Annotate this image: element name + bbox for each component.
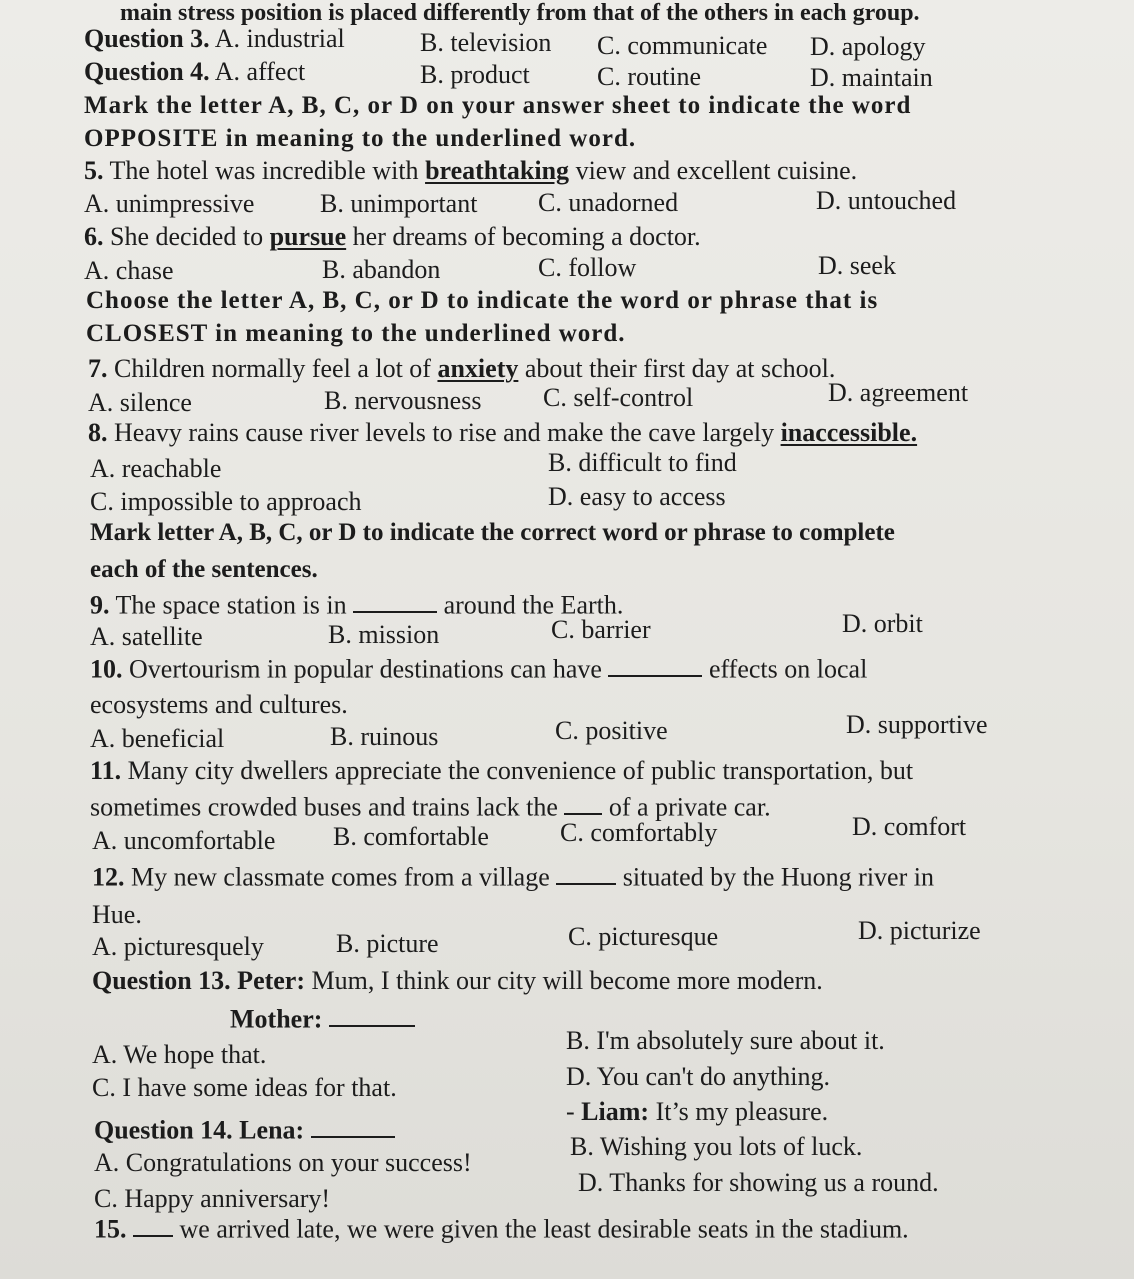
answer-blank [608, 652, 702, 677]
q12-option-d: D. picturize [858, 916, 981, 945]
question-10: 10. Overtourism in popular destinations can have effects on local [90, 652, 867, 684]
question-5: 5. The hotel was incredible with breathtaking view and excellent cuisine. [84, 156, 858, 185]
underlined-word: breathtaking [425, 156, 570, 185]
question-13: Question 13. Peter: Mum, I think our city will become more modern. [92, 966, 823, 995]
q8-option-c: C. impossible to approach [90, 487, 362, 516]
q11-option-a: A. uncomfortable [92, 826, 276, 855]
question-14-liam: - Liam: It’s my pleasure. [566, 1097, 829, 1126]
question-11-line2: sometimes crowded buses and trains lack the of a private car. [90, 790, 771, 822]
instruction-closest-line2: CLOSEST in meaning to the underlined word. [86, 320, 626, 347]
q6-option-d: D. seek [818, 251, 896, 280]
instruction-closest-line1: Choose the letter A, B, C, or D to indicate the word or phrase that is [86, 287, 879, 314]
q13-option-d: D. You can't do anything. [566, 1062, 830, 1091]
question-6: 6. She decided to pursue her dreams of becoming a doctor. [84, 222, 701, 251]
q7-option-d: D. agreement [828, 378, 969, 407]
question-8: 8. Heavy rains cause river levels to rise and make the cave largely inaccessible. [88, 418, 918, 447]
q10-option-a: A. beneficial [90, 724, 225, 753]
underlined-word: pursue [269, 222, 347, 251]
answer-blank [311, 1113, 395, 1138]
q6-option-b: B. abandon [322, 255, 441, 284]
q4-option-b: B. product [420, 60, 530, 89]
question-12-line2: Hue. [92, 900, 142, 929]
q9-option-d: D. orbit [842, 609, 923, 638]
q5-option-d: D. untouched [816, 186, 957, 215]
q7-option-a: A. silence [88, 388, 192, 417]
q14-option-d: D. Thanks for showing us a round. [578, 1168, 939, 1197]
instruction-complete-line2: each of the sentences. [90, 556, 318, 583]
question-15: 15. we arrived late, we were given the least desirable seats in the stadium. [94, 1212, 909, 1244]
q12-option-c: C. picturesque [568, 922, 719, 951]
q9-option-c: C. barrier [551, 615, 651, 644]
instruction-complete-line1: Mark letter A, B, C, or D to indicate the correct word or phrase to complete [90, 519, 895, 546]
question-7: 7. Children normally feel a lot of anxiety about their first day at school. [88, 354, 836, 383]
q6-option-c: C. follow [538, 253, 637, 282]
question-9: 9. The space station is in around the Earth. [90, 588, 623, 620]
answer-blank [329, 1002, 415, 1027]
q12-option-a: A. picturesquely [92, 932, 264, 961]
q11-option-d: D. comfort [852, 812, 967, 841]
question-12: 12. My new classmate comes from a village situated by the Huong river in [92, 860, 934, 892]
q6-option-a: A. chase [84, 256, 174, 285]
answer-blank [133, 1212, 173, 1237]
q10-option-b: B. ruinous [330, 722, 439, 751]
q5-option-a: A. unimpressive [84, 189, 255, 218]
q14-option-a: A. Congratulations on your success! [94, 1148, 472, 1177]
underlined-word: anxiety [437, 354, 519, 383]
answer-blank [353, 588, 437, 613]
question-10-line2: ecosystems and cultures. [90, 690, 348, 719]
q10-option-d: D. supportive [846, 710, 988, 739]
q7-option-c: C. self-control [543, 383, 694, 412]
q8-option-a: A. reachable [90, 454, 222, 483]
q10-option-c: C. positive [555, 716, 668, 745]
question-13-mother: Mother: [230, 1002, 415, 1034]
underlined-word: inaccessible. [780, 418, 918, 447]
q7-option-b: B. nervousness [324, 386, 482, 415]
question-14: Question 14. Lena: [94, 1113, 395, 1145]
q4-option-d: D. maintain [810, 63, 933, 92]
instruction-opposite-line2: OPPOSITE in meaning to the underlined word. [84, 125, 637, 152]
q5-option-b: B. unimportant [320, 189, 478, 218]
q3-option-d: D. apology [810, 32, 926, 61]
q8-option-d: D. easy to access [548, 482, 726, 511]
q8-option-b: B. difficult to find [548, 448, 737, 477]
q11-option-b: B. comfortable [333, 822, 489, 851]
q4-option-c: C. routine [597, 62, 701, 91]
q14-option-b: B. Wishing you lots of luck. [570, 1132, 863, 1161]
q9-option-a: A. satellite [90, 622, 203, 651]
question-3: Question 3. A. industrial [84, 24, 345, 53]
q13-option-c: C. I have some ideas for that. [92, 1073, 397, 1102]
q14-option-c: C. Happy anniversary! [94, 1184, 331, 1213]
q11-option-c: C. comfortably [560, 818, 718, 847]
q9-option-b: B. mission [328, 620, 440, 649]
top-instruction-fragment: main stress position is placed differently from that of the others in each group. [120, 0, 920, 26]
instruction-opposite-line1: Mark the letter A, B, C, or D on your answer sheet to indicate the word [84, 92, 912, 119]
q13-option-b: B. I'm absolutely sure about it. [566, 1026, 885, 1055]
q3-option-c: C. communicate [597, 31, 768, 60]
q3-option-b: B. television [420, 28, 552, 57]
q12-option-b: B. picture [336, 929, 439, 958]
answer-blank [564, 790, 602, 815]
question-11: 11. Many city dwellers appreciate the convenience of public transportation, but [90, 756, 914, 785]
answer-blank [556, 860, 616, 885]
q13-option-a: A. We hope that. [92, 1040, 267, 1069]
q5-option-c: C. unadorned [538, 188, 679, 217]
question-4: Question 4. A. affect [84, 57, 306, 86]
